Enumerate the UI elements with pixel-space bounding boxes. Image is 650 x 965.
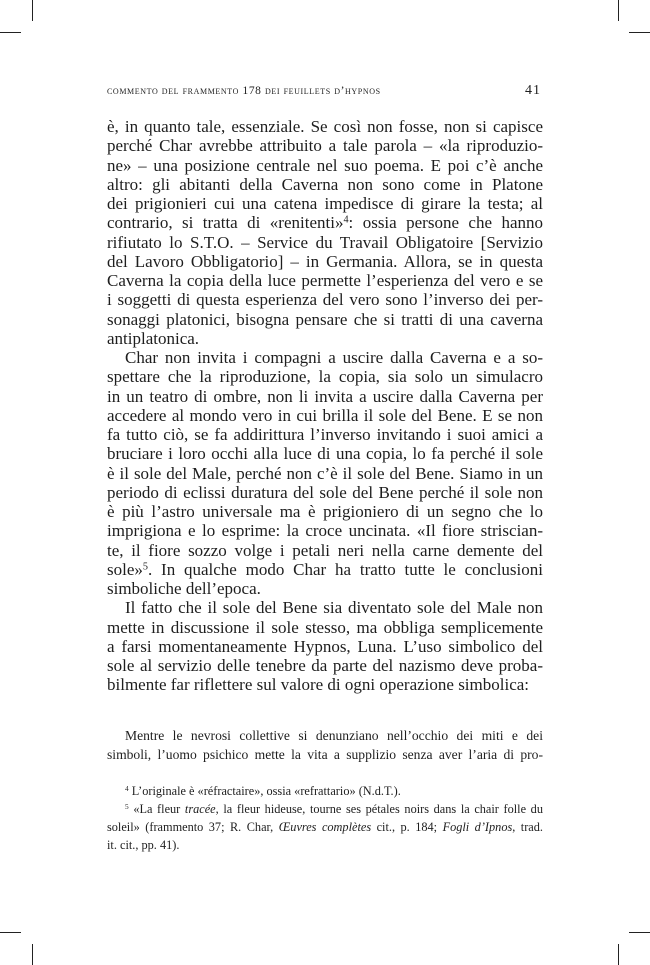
crop-mark [32, 0, 33, 21]
footnote-marker: 5 [125, 801, 129, 811]
text-line [107, 406, 543, 425]
text-segment: «La fleur [128, 802, 185, 816]
text-line [107, 233, 543, 252]
block-quote [107, 726, 543, 764]
crop-mark [32, 944, 33, 965]
footnote [107, 800, 543, 854]
footnote-marker: 5 [142, 561, 148, 573]
text-segment: è più l’astro universale ma è prigioniero di un segno che lo [107, 502, 543, 521]
text-line [107, 175, 543, 194]
text-line [107, 136, 543, 155]
italic-text: Œuvres complètes [278, 820, 372, 834]
footnotes [107, 782, 543, 854]
text-line [107, 117, 543, 136]
text-line [107, 329, 543, 348]
text-segment: perché Char avrebbe attribuito a tale parola – «la riproduzio- [107, 136, 543, 156]
text-line [107, 483, 543, 502]
paragraph [107, 598, 543, 694]
text-segment: cit., p. 184; [371, 820, 443, 834]
text-line [107, 464, 543, 483]
text-line [107, 745, 543, 764]
text-segment: te, il fiore sozzo volge i petali neri nella carne demente del [107, 540, 543, 560]
text-line [107, 213, 543, 232]
body-text [107, 117, 543, 695]
text-line [107, 800, 543, 818]
text-line [107, 560, 543, 579]
running-title: commento del frammento 178 dei feuillets d’hypnos [107, 85, 381, 97]
text-segment: simboli, l’uomo psichico mette la vita a supplizio senza aver l’aria di pro- [107, 747, 543, 762]
crop-mark [618, 944, 619, 965]
text-segment: Il fatto che il sole del Bene sia diventato sole del Male non [125, 598, 543, 618]
text-line [107, 656, 543, 675]
text-segment: bilmente far riflettere sul valore di ogni operazione simbolica: [107, 675, 530, 695]
text-line [107, 502, 543, 521]
text-segment: imprigiona e lo esprime: la croce uncinata. «Il fiore striscian- [107, 521, 543, 541]
text-line [107, 726, 543, 745]
text-line [107, 579, 543, 598]
text-segment: bruciare i loro occhi alla luce di una copia, lo fa perché il sole [107, 444, 543, 464]
text-segment: è, in quanto tale, essenziale. Se così non fosse, non si capisce [107, 117, 543, 136]
crop-mark [618, 0, 619, 21]
text-segment: mette in discussione il sole stesso, ma obbliga semplicemente [107, 617, 543, 637]
text-segment: contrario, si tratta di «renitenti» [107, 213, 344, 233]
text-line [107, 782, 543, 800]
text-line [107, 367, 543, 386]
text-segment: è il sole del Male, perché non c’è il sole del Bene. Siamo in un [107, 463, 543, 483]
paragraph [107, 117, 543, 348]
crop-mark [0, 32, 21, 33]
text-line [107, 156, 543, 175]
text-line [107, 618, 543, 637]
text-segment: Caverna la copia della luce permette l’esperienza del vero e se [107, 271, 543, 290]
text-line [107, 348, 543, 367]
text-segment: altro: gli abitanti della Caverna non sono come in Platone [107, 174, 543, 194]
text-line [107, 425, 543, 444]
text-segment: simboliche dell’epoca. [107, 579, 261, 598]
text-line [107, 387, 543, 406]
text-segment: sole» [107, 559, 143, 579]
crop-mark [629, 32, 650, 33]
text-line [107, 836, 543, 854]
text-line [107, 675, 543, 694]
text-line [107, 541, 543, 560]
text-segment: , la fleur hideuse, tourne ses pétales noirs dans la chair folle du [215, 802, 543, 816]
italic-text: tracée [184, 802, 216, 816]
text-segment: spettare che la riproduzione, la copia, sia solo un simulacro [107, 367, 543, 387]
text-segment: sonaggi platonici, bisogna pensare che si tratti di una caverna [107, 309, 543, 329]
text-segment: Mentre le nevrosi collettive si denunziano nell’occhio dei miti e dei [125, 728, 543, 743]
text-segment: Char non invita i compagni a uscire dalla Caverna e a so- [125, 348, 543, 367]
text-segment: rifiutato lo S.T.O. – Service du Travail Obligatoire [Servizio [107, 232, 543, 252]
text-line [107, 252, 543, 271]
quote-paragraph [107, 726, 543, 764]
text-segment: L’originale è «réfractaire», ossia «refrattario» (N.d.T.). [128, 784, 401, 798]
text-segment: i soggetti di questa esperienza del vero sono l’inverso dei per- [107, 290, 543, 310]
text-line [107, 521, 543, 540]
text-line [107, 818, 543, 836]
italic-text: Fogli d’Ipnos [442, 820, 513, 834]
text-line [107, 444, 543, 463]
text-segment: , trad. [512, 820, 543, 834]
footnote [107, 782, 543, 800]
text-line [107, 310, 543, 329]
text-segment: dei prigionieri cui una catena impedisce di girare la testa; al [107, 194, 543, 213]
text-line [107, 194, 543, 213]
text-segment: antiplatonica. [107, 328, 200, 348]
page-number: 41 [525, 83, 541, 98]
text-line [107, 598, 543, 617]
text-line [107, 637, 543, 656]
text-segment: periodo di eclissi duratura del sole del Bene perché il sole non [107, 482, 543, 502]
text-line [107, 290, 543, 309]
text-segment: sole al servizio delle tenebre da parte del nazismo deve proba- [107, 656, 543, 675]
text-segment: . In qualche modo Char ha tratto tutte le conclusioni [147, 559, 543, 579]
footnote-marker: 4 [343, 214, 349, 226]
paragraph [107, 348, 543, 598]
crop-mark [629, 932, 650, 933]
running-header [107, 85, 543, 101]
text-segment: fa tutto ciò, se fa addirittura l’inverso invitando i suoi amici a [107, 425, 543, 444]
text-segment: a farsi momentaneamente Hypnos, Luna. L’uso simbolico del [107, 636, 543, 656]
text-line [107, 271, 543, 290]
text-segment: ne» – una posizione centrale nel suo poema. E poi c’è anche [107, 155, 543, 175]
text-segment: accedere al mondo vero in cui brilla il sole del Bene. E se non [107, 405, 543, 425]
text-segment: : ossia persone che hanno [348, 213, 543, 233]
text-segment: in un teatro di ombre, non li invita a uscire dalla Caverna per [107, 386, 543, 406]
text-segment: soleil» (frammento 37; R. Char, [107, 820, 279, 834]
crop-mark [0, 932, 21, 933]
text-segment: del Lavoro Obbligatorio] – in Germania. Allora, se in questa [107, 251, 543, 271]
text-segment: it. cit., pp. 41). [107, 838, 180, 852]
footnote-marker: 4 [125, 783, 129, 793]
